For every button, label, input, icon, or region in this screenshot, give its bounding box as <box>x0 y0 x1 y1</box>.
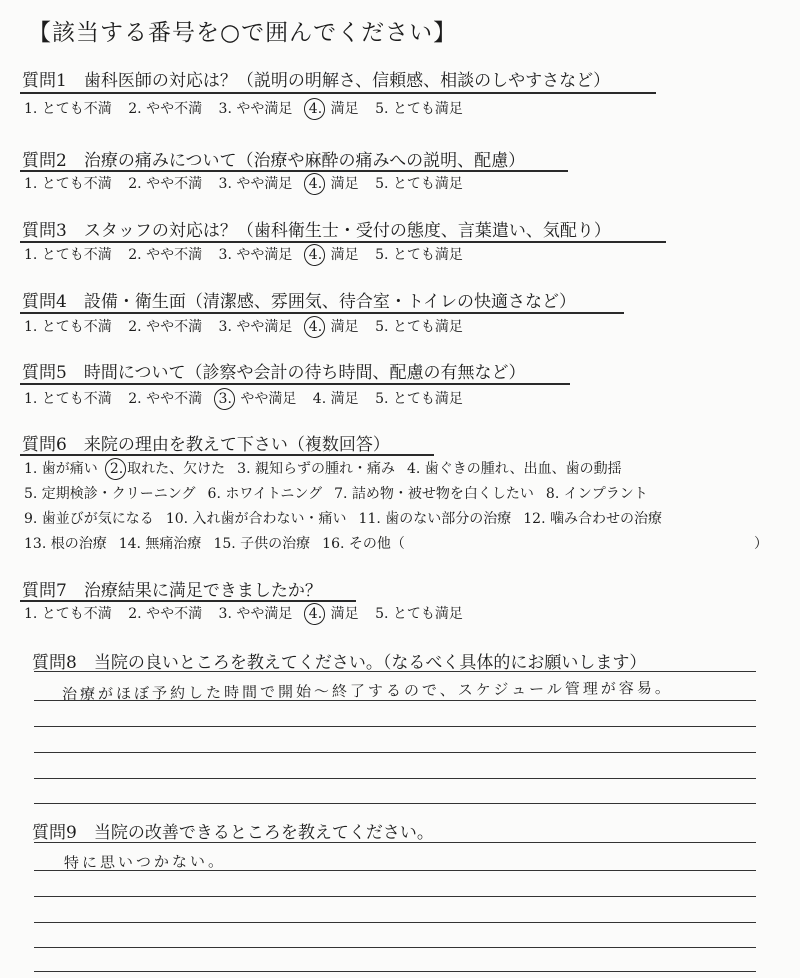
reason-6[interactable]: 6. ホワイトニング <box>207 486 323 502</box>
reason-1[interactable]: 1. 歯が痛い <box>24 461 98 477</box>
option-5[interactable]: 5. とても満足 <box>375 606 463 622</box>
option-5[interactable]: 5. とても満足 <box>375 391 463 407</box>
answer-line <box>34 778 756 779</box>
option-3-label: やや満足 <box>240 391 297 407</box>
reason-16-close-paren: ） <box>754 536 768 552</box>
reason-8[interactable]: 8. インプラント <box>545 486 648 502</box>
reason-12[interactable]: 12. 噛み合わせの治療 <box>523 511 662 527</box>
answer-line <box>34 842 756 843</box>
reason-9[interactable]: 9. 歯並びが気になる <box>24 511 154 527</box>
option-4-circled[interactable]: 4. <box>308 247 323 263</box>
option-3[interactable]: 3. やや満足 <box>218 101 293 117</box>
option-4-circled[interactable]: 4. <box>308 606 323 622</box>
option-4-label: 満足 <box>330 319 359 335</box>
reason-row-3[interactable] <box>24 508 674 528</box>
option-4-circled[interactable]: 4. <box>308 319 323 335</box>
option-4-label: 満足 <box>330 101 359 117</box>
option-3[interactable]: 3. やや満足 <box>218 247 293 263</box>
option-4-circled[interactable]: 4. <box>308 101 323 117</box>
option-2[interactable]: 2. やや不満 <box>128 606 203 622</box>
option-4-label: 満足 <box>330 176 359 192</box>
question-4-underline <box>20 312 624 314</box>
answer-line <box>34 870 756 871</box>
option-5[interactable]: 5. とても満足 <box>375 247 463 263</box>
reason-16[interactable]: 16. その他（ <box>322 536 405 552</box>
question-5-heading: 質問5 時間について（診察や会計の待ち時間、配慮の有無など） <box>22 363 526 383</box>
option-4[interactable]: 4. 満足 <box>312 391 359 407</box>
reason-15[interactable]: 15. 子供の治療 <box>213 536 311 552</box>
question-3-underline <box>20 241 666 243</box>
question-4-heading: 質問4 設備・衛生面（清潔感、雰囲気、待合室・トイレの快適さなど） <box>22 292 576 312</box>
reason-13[interactable]: 13. 根の治療 <box>24 536 107 552</box>
question-8-answer[interactable]: 治療がほぼ予約した時間で開始〜終了するので、スケジュール管理が容易。 <box>61 678 673 704</box>
answer-line <box>34 971 756 972</box>
question-1-options[interactable] <box>24 98 475 118</box>
question-1-underline <box>20 92 656 94</box>
option-4-label: 満足 <box>330 606 359 622</box>
option-1[interactable]: 1. とても不満 <box>24 391 112 407</box>
answer-line <box>34 803 756 804</box>
question-2-options[interactable] <box>24 173 475 193</box>
option-3-circled[interactable]: 3. <box>218 391 232 407</box>
option-1[interactable]: 1. とても不満 <box>24 101 112 117</box>
question-5-underline <box>20 383 570 385</box>
answer-line <box>34 752 756 753</box>
question-9-heading: 質問9 当院の改善できるところを教えてください。 <box>32 823 434 843</box>
reason-row-2[interactable] <box>24 483 660 503</box>
option-2[interactable]: 2. やや不満 <box>128 247 203 263</box>
option-4-label: 満足 <box>330 247 359 263</box>
answer-line <box>34 671 756 672</box>
option-2[interactable]: 2. やや不満 <box>128 176 203 192</box>
answer-line <box>34 700 756 701</box>
option-2[interactable]: 2. やや不満 <box>128 391 203 407</box>
question-3-options[interactable] <box>24 244 475 264</box>
option-3[interactable]: 3. やや満足 <box>218 606 293 622</box>
question-8-heading: 質問8 当院の良いところを教えてください。（なるべく具体的にお願いします） <box>32 653 647 673</box>
option-1[interactable]: 1. とても不満 <box>24 176 112 192</box>
option-5[interactable]: 5. とても満足 <box>375 319 463 335</box>
answer-line <box>34 922 756 923</box>
option-5[interactable]: 5. とても満足 <box>375 101 463 117</box>
question-1-heading: 質問1 歯科医師の対応は？（説明の明解さ、信頼感、相談のしやすさなど） <box>22 71 611 91</box>
page-title: 【該当する番号を○で囲んでください】 <box>28 20 458 46</box>
reason-row-4[interactable] <box>24 533 768 553</box>
reason-4[interactable]: 4. 歯ぐきの腫れ、出血、歯の動揺 <box>406 461 622 477</box>
option-5[interactable]: 5. とても満足 <box>375 176 463 192</box>
option-4-circled[interactable]: 4. <box>308 176 323 192</box>
question-7-heading: 質問7 治療結果に満足できましたか？ <box>22 581 322 601</box>
reason-5[interactable]: 5. 定期検診・クリーニング <box>24 486 196 502</box>
answer-line <box>34 947 756 948</box>
question-5-options[interactable] <box>24 388 475 408</box>
reason-7[interactable]: 7. 詰め物・被せ物を白くしたい <box>334 486 534 502</box>
question-7-options[interactable] <box>24 603 475 623</box>
option-2[interactable]: 2. やや不満 <box>128 101 203 117</box>
question-2-heading: 質問2 治療の痛みについて（治療や麻酔の痛みへの説明、配慮） <box>22 151 526 171</box>
question-7-underline <box>20 600 356 602</box>
option-2[interactable]: 2. やや不満 <box>128 319 203 335</box>
reason-row-1[interactable] <box>24 458 634 478</box>
reason-11[interactable]: 11. 歯のない部分の治療 <box>358 511 512 527</box>
option-3[interactable]: 3. やや満足 <box>218 319 293 335</box>
question-6-underline <box>20 454 434 456</box>
question-9-answer[interactable]: 特に思いつかない。 <box>63 852 227 872</box>
answer-line <box>34 896 756 897</box>
reason-2-circled[interactable]: 2. <box>109 461 124 477</box>
reason-2-label: 取れた、欠けた <box>127 461 226 477</box>
option-1[interactable]: 1. とても不満 <box>24 319 112 335</box>
reason-10[interactable]: 10. 入れ歯が合わない・痛い <box>165 511 347 527</box>
reason-3[interactable]: 3. 親知らずの腫れ・痛み <box>237 461 395 477</box>
option-3[interactable]: 3. やや満足 <box>218 176 293 192</box>
question-2-underline <box>20 170 568 172</box>
option-1[interactable]: 1. とても不満 <box>24 606 112 622</box>
reason-14[interactable]: 14. 無痛治療 <box>118 536 202 552</box>
answer-line <box>34 726 756 727</box>
option-1[interactable]: 1. とても不満 <box>24 247 112 263</box>
question-6-heading: 質問6 来院の理由を教えて下さい（複数回答） <box>22 435 390 455</box>
question-3-heading: 質問3 スタッフの対応は？（歯科衛生士・受付の態度、言葉遣い、気配り） <box>22 221 611 241</box>
question-4-options[interactable] <box>24 316 475 336</box>
